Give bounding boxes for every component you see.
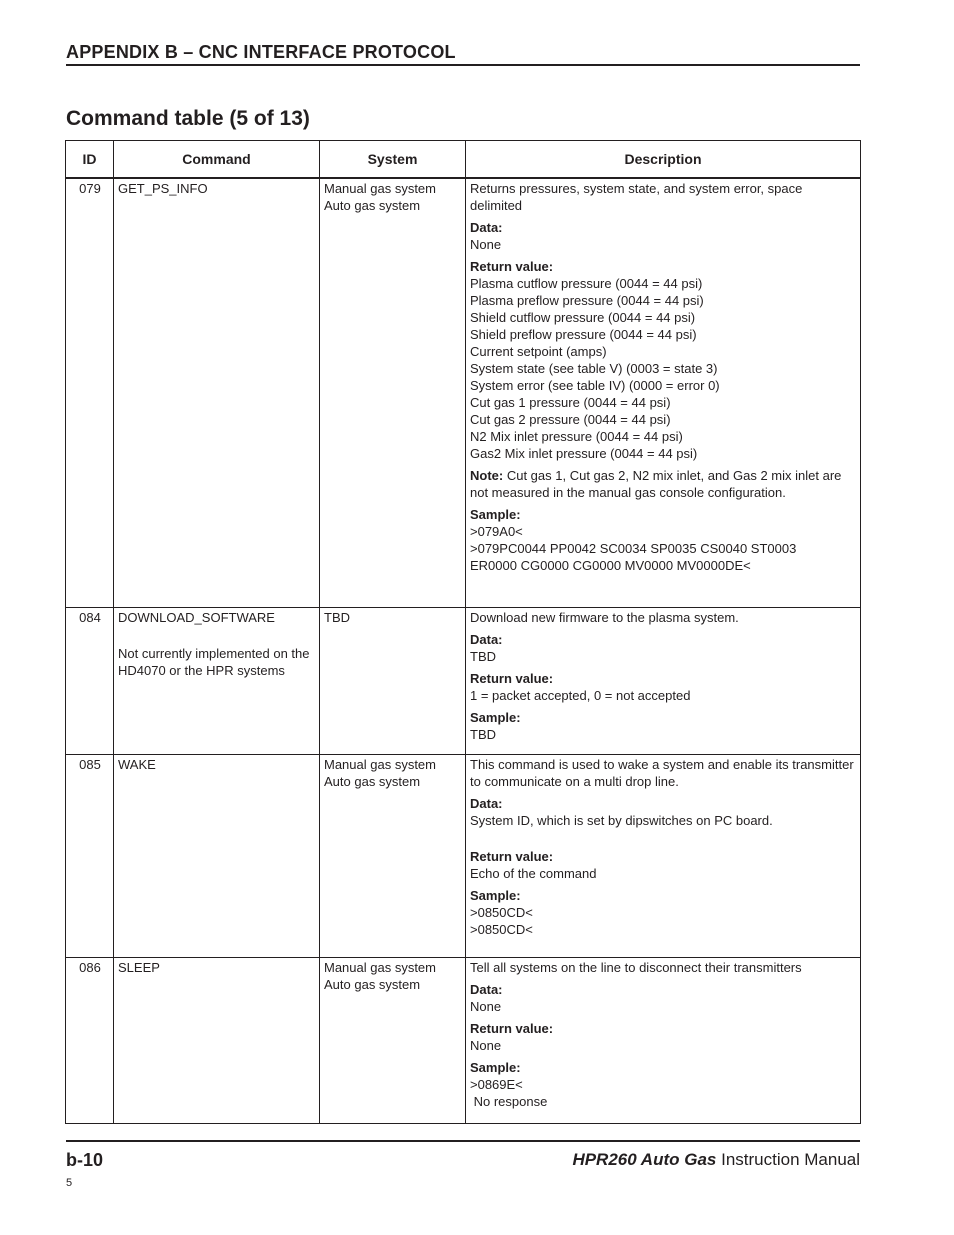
sample-label: Sample: — [470, 507, 521, 522]
return-value: Gas2 Mix inlet pressure (0044 = 44 psi) — [470, 446, 698, 461]
data-value: TBD — [470, 648, 496, 664]
data-label: Data: — [470, 220, 503, 235]
row-command — [114, 957, 320, 1123]
return-value: Shield preflow pressure (0044 = 44 psi) — [470, 327, 697, 342]
command-table — [65, 140, 861, 1124]
row-system — [320, 607, 466, 754]
table-row — [66, 957, 861, 1123]
system-item: Manual gas system — [324, 181, 436, 196]
return-value: Current setpoint (amps) — [470, 344, 607, 359]
data-label: Data: — [470, 795, 503, 811]
sample-label: Sample: — [470, 887, 521, 903]
return-value: System error (see table IV) (0000 = error 0) — [470, 378, 720, 393]
note-text: Cut gas 1, Cut gas 2, N2 mix inlet, and Gas 2 mix inlet are not measured in the manual gas console configuration. — [470, 468, 842, 500]
system-item: TBD — [324, 609, 350, 625]
return-value: Shield cutflow pressure (0044 = 44 psi) — [470, 310, 696, 325]
row-command — [114, 178, 320, 607]
command-name: DOWNLOAD_SOFTWARE — [118, 609, 275, 625]
return-label: Return value: — [470, 1020, 554, 1036]
command-name: SLEEP — [118, 959, 160, 975]
table-header-row — [66, 141, 861, 179]
row-description — [466, 754, 861, 957]
return-value: Cut gas 1 pressure (0044 = 44 psi) — [470, 395, 671, 410]
data-value: System ID, which is set by dipswitches on PC board. — [470, 812, 773, 828]
manual-title — [572, 1150, 860, 1170]
row-description — [466, 957, 861, 1123]
table-row — [66, 178, 861, 607]
system-item: Auto gas system — [324, 773, 421, 789]
table-row — [66, 754, 861, 957]
description-intro: Download new firmware to the plasma system. — [470, 609, 739, 625]
row-id: 086 — [66, 957, 114, 1123]
return-value: None — [470, 1037, 502, 1053]
row-description — [466, 178, 861, 607]
note-label: Note: — [470, 468, 504, 483]
appendix-header — [66, 42, 860, 66]
description-intro: Tell all systems on the line to disconnect their transmitters — [470, 959, 802, 975]
document-type: Instruction Manual — [721, 1150, 860, 1169]
appendix-title: APPENDIX B – CNC INTERFACE PROTOCOL — [66, 42, 456, 62]
data-label: Data: — [470, 631, 503, 647]
row-command — [114, 607, 320, 754]
row-system — [320, 754, 466, 957]
product-name: HPR260 Auto Gas — [572, 1150, 717, 1169]
return-value: 1 = packet accepted, 0 = not accepted — [470, 687, 691, 703]
return-label: Return value: — [470, 848, 554, 864]
data-value: None — [470, 237, 502, 252]
return-value: Plasma cutflow pressure (0044 = 44 psi) — [470, 276, 703, 291]
system-item: Manual gas system — [324, 959, 436, 975]
description-intro: Returns pressures, system state, and system error, space delimited — [470, 181, 803, 213]
column-header-description: Description — [466, 141, 861, 179]
note — [470, 467, 857, 501]
return-value: Echo of the command — [470, 865, 597, 881]
command-name: GET_PS_INFO — [118, 181, 208, 196]
return-label: Return value: — [470, 259, 554, 274]
data-value: None — [470, 998, 502, 1014]
row-id: 079 — [66, 178, 114, 607]
system-item: Manual gas system — [324, 756, 436, 772]
row-system — [320, 178, 466, 607]
sample-value: ER0000 CG0000 CG0000 MV0000 MV0000DE< — [470, 558, 751, 573]
column-header-system: System — [320, 141, 466, 179]
data-label: Data: — [470, 981, 503, 997]
row-id: 084 — [66, 607, 114, 754]
return-value: Cut gas 2 pressure (0044 = 44 psi) — [470, 412, 671, 427]
page-title: Command table (5 of 13) — [66, 107, 310, 130]
system-item: Auto gas system — [324, 198, 421, 213]
return-value: Plasma preflow pressure (0044 = 44 psi) — [470, 293, 704, 308]
sample-label: Sample: — [470, 1059, 521, 1075]
sample-label: Sample: — [470, 709, 521, 725]
return-value: System state (see table V) (0003 = state 3) — [470, 361, 718, 376]
sample-value: TBD — [470, 726, 496, 742]
row-id: 085 — [66, 754, 114, 957]
sample-value: No response — [470, 1093, 548, 1109]
return-label: Return value: — [470, 670, 554, 686]
command-name: WAKE — [118, 756, 156, 772]
sample-value: >0850CD< — [470, 904, 533, 920]
row-system — [320, 957, 466, 1123]
page-number: b-10 — [66, 1150, 104, 1170]
row-command — [114, 754, 320, 957]
table-row — [66, 607, 861, 754]
row-description — [466, 607, 861, 754]
description-intro: This command is used to wake a system and enable its transmitter to communicate on a multi drop line. — [470, 756, 854, 789]
sample-value: >079PC0044 PP0042 SC0034 SP0035 CS0040 ST0003 — [470, 541, 797, 556]
sample-value: >0869E< — [470, 1076, 523, 1092]
return-value: N2 Mix inlet pressure (0044 = 44 psi) — [470, 429, 683, 444]
footer-rule — [66, 1140, 860, 1142]
sample-value: >0850CD< — [470, 921, 533, 937]
system-item: Auto gas system — [324, 976, 421, 992]
command-note: Not currently implemented on the HD4070 or the HPR systems — [118, 645, 310, 678]
column-header-command: Command — [114, 141, 320, 179]
sample-value: >079A0< — [470, 524, 523, 539]
column-header-id: ID — [66, 141, 114, 179]
revision-number: 5 — [66, 1177, 73, 1189]
